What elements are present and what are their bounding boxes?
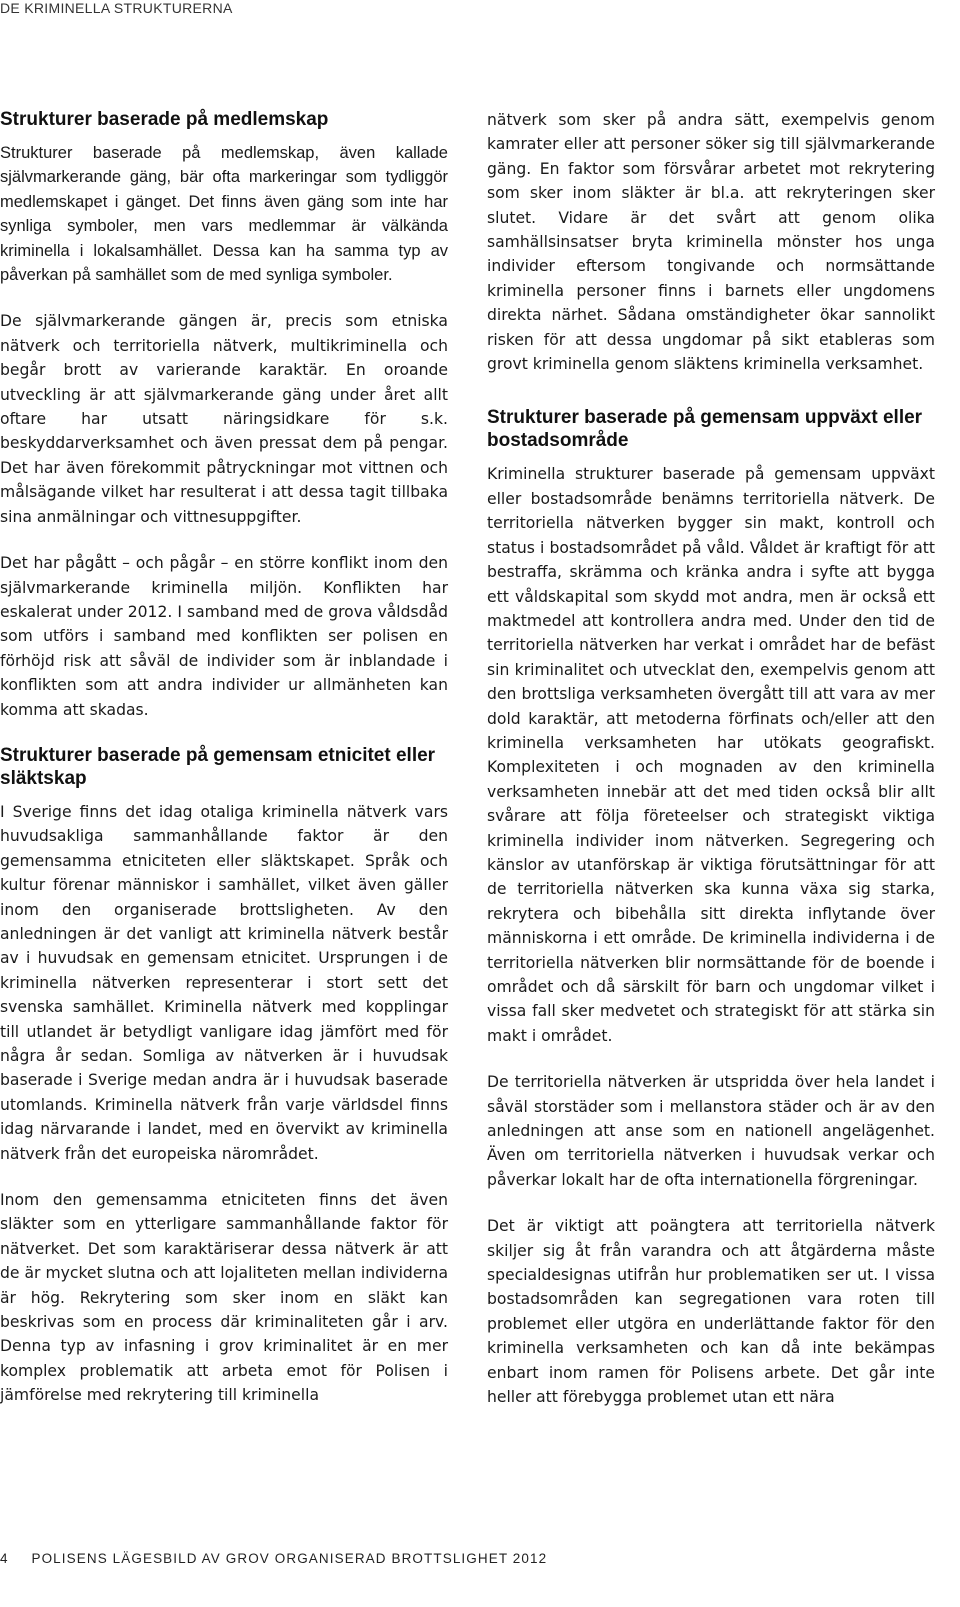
running-header: DE KRIMINELLA STRUKTURERNA <box>0 0 233 16</box>
page-number: 4 <box>0 1551 9 1566</box>
publication-title: POLISENS LÄGESBILD AV GROV ORGANISERAD BROTTSLIGHET 2012 <box>31 1551 548 1566</box>
right-column <box>487 108 935 1432</box>
left-column <box>0 108 448 1430</box>
section-heading-membership: Strukturer baserade på medlemskap <box>0 109 329 130</box>
paragraph: Det är viktigt att poängtera att territoriella nätverk skiljer sig åt från varandra och att åtgärderna måste specialdesignas utifrån hur problematiken ser ut. I vissa bostadsområden kan segregationen vara roten till problemet eller utgöra en underlättande faktor för den kriminella verksamheten och kan då inte bekämpas enbart inom ramen för Polisens arbete. Det går inte heller att förebygga problemet utan ett nära <box>487 1217 935 1407</box>
paragraph: Strukturer baserade på medlemskap, även kallade självmarkerande gäng, bär ofta markeringar som tydliggör medlemskapet i gänget. Det finns även gäng som inte har synliga symboler, men vars medlemmar är välkända kriminella i lokalsamhället. Dessa kan ha samma typ av påverkan på samhället som de med synliga symboler. <box>0 144 448 285</box>
paragraph: nätverk som sker på andra sätt, exempelvis genom kamrater eller att personer söker sig till självmarkerande gäng. En faktor som försvårar arbetet mot rekrytering som sker inom släkter är bl.a. att rekryteringen sker slutet. Vidare är det svårt att genom olika samhällsinsatser bryta kriminella mönster hos unga individer eftersom tongivande och normsättande kriminella personer finns i barnets eller ungdomens direkta närhet. Sådana omständigheter ökar sannolikt risken för att dessa ungdomar på sikt etableras som grovt kriminella genom släktens kriminella verksamhet. <box>487 111 935 374</box>
paragraph: I Sverige finns det idag otaliga kriminella nätverk vars huvudsakliga sammanhållande faktor är den gemensamma etniciteten eller släktskapet. Språk och kultur förenar människor i samhället, vilket även gäller inom den organiserade brottsligheten. Av den anledningen är det vanligt att kriminella nätverk består av i huvudsak en gemensam etnicitet. Ursprungen i de kriminella nätverken representerar i stort sett det svenska samhället. Kriminella nätverk med kopplingar till utlandet är betydligt vanligare idag jämfört med för några år sedan. Somliga av nätverken är i huvudsak baserade i Sverige medan andra är i huvudsak baserade utomlands. Kriminella nätverk från varje världsdel finns idag närvarande i landet, med en övervikt av kriminella nätverk från det europeiska närområdet. <box>0 802 448 1163</box>
paragraph: Inom den gemensamma etniciteten finns det även släkter som en ytterligare sammanhållande faktor för nätverket. Det som karaktäriserar dessa nätverk är att de är mycket slutna och att lojaliteten mellan individerna är hög. Rekrytering som sker inom en släkt kan beskrivas som en process där kriminaliteten går i arv. Denna typ av infasning i grov kriminalitet är en mer komplex problematik att arbeta emot för Polisen i jämförelse med rekrytering till kriminella <box>0 1191 448 1405</box>
paragraph: De territoriella nätverken är utspridda över hela landet i såväl storstäder som i mellanstora städer och är av den anledningen att anse som en nationell angelägenhet. Även om territoriella nätverken i huvudsak verkar och påverkar lokalt har de ofta internationella förgreningar. <box>487 1073 935 1189</box>
paragraph: Kriminella strukturer baserade på gemensam uppväxt eller bostadsområde benämns territoriella nätverk. De territoriella nätverken bygger sin makt, kontroll och status i bostadsområdet på våld. Våldet är kraftigt för att bestraffa, skrämma och kränka andra i syfte att bygga ett våldskapital som skydd mot andra, men är också ett maktmedel att kontrollera andra med. Under den tid de territoriella nätverken har verkat i området har de befäst sin kriminalitet och utvecklat den, exempelvis genom att den brottsliga verksamheten övergått till att vara av mer dold karaktär, att metoderna förfinats och/eller att den kriminella verksamheten har utökats geografiskt. Komplexiteten i och mognaden av den kriminella verksamheten innebär att det med tiden också blir allt svårare att följa företeelser och strategiskt viktiga kriminella individer inom nätverken. Segregering och känslor av utanförskap är viktiga förutsättningar för att de territoriella nätverken ska kunna växa sig starka, rekrytera och bibehålla sitt direkta inflytande över människorna i ett område. De kriminella individerna i de territoriella nätverken blir normsättande för de boende i området och då särskilt för barn och ungdomar vilket i vissa fall sker medvetet och strategiskt för att stärka sin makt i området. <box>487 465 935 1045</box>
section-heading-ethnicity: Strukturer baserade på gemensam etnicitet eller släktskap <box>0 744 436 789</box>
page-footer <box>0 1551 547 1566</box>
paragraph: De självmarkerande gängen är, precis som etniska nätverk och territoriella nätverk, multikriminella och begår brott av varierande karaktär. En oroande utveckling är att självmarkerande gäng under året allt oftare har utsatt näringsidkare för s.k. beskyddarverksamhet och även pressat dem på pengar. Det har även förekommit påtryckningar mot vittnen och målsägande vilket har resulterat i att dessa tagit tillbaka sina anmälningar och vittnesuppgifter. <box>0 312 448 526</box>
section-heading-upbringing: Strukturer baserade på gemensam uppväxt eller bostadsområde <box>487 407 923 452</box>
paragraph: Det har pågått – och pågår – en större konflikt inom den självmarkerande kriminella miljön. Konflikten har eskalerat under 2012. I samband med de grova våldsdåd som utförs i samband med konflikten ser polisen en förhöjd risk att såväl de individer som är inblandade i konflikten som att andra individer ur allmänheten kan komma att skadas. <box>0 554 448 719</box>
